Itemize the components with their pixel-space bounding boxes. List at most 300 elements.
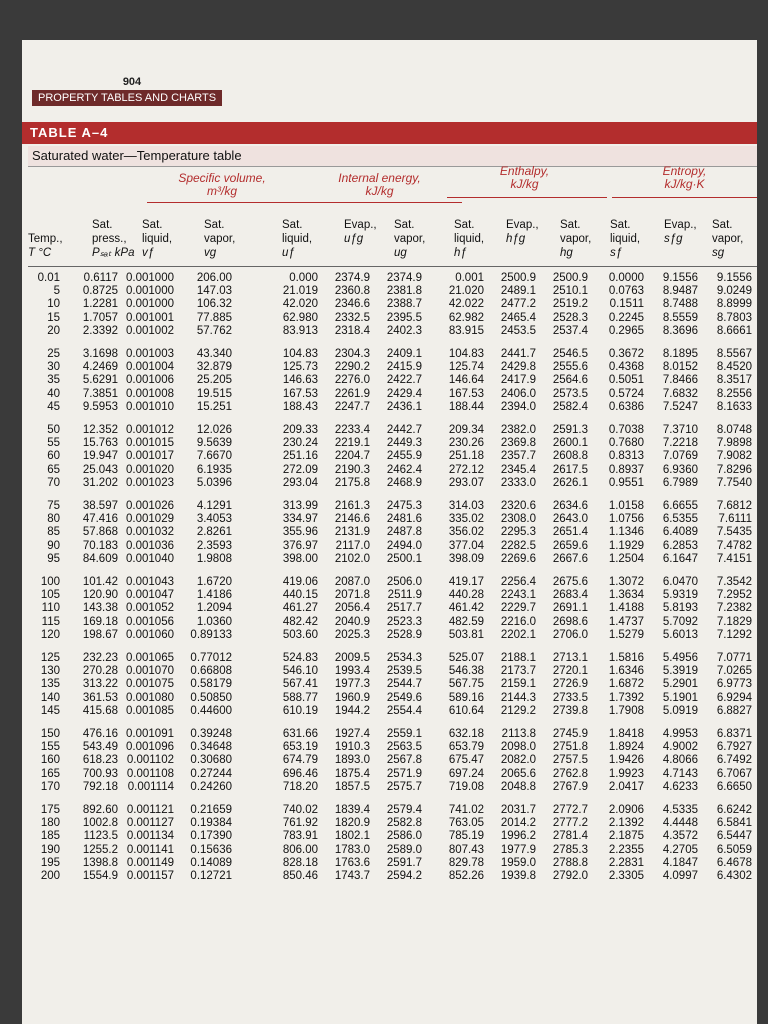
table-cell: 272.09 (282, 463, 318, 476)
column-header-line1: Sat. (92, 219, 113, 231)
table-cell: 2586.0 (386, 830, 422, 843)
column-header-line1: Sat. (282, 219, 303, 231)
group-underline (447, 197, 607, 198)
table-cell: 12.026 (196, 424, 232, 436)
table-row (22, 781, 757, 794)
table-cell: 0.001020 (126, 463, 174, 476)
table-cell: 2579.4 (386, 804, 422, 816)
table-cell: 7.5247 (662, 400, 698, 413)
table-cell: 2442.7 (386, 424, 422, 436)
table-cell: 31.202 (82, 476, 118, 489)
table-label: TABLE A–4 (30, 125, 109, 140)
table-cell: 1.6346 (608, 665, 644, 678)
table-cell: 1.3634 (608, 589, 644, 602)
table-cell: 0.34648 (190, 741, 232, 754)
table-cell: 2146.6 (334, 513, 370, 526)
table-row (22, 705, 757, 718)
table-cell: 2475.3 (386, 500, 422, 512)
table-cell: 1.9426 (608, 754, 644, 767)
table-cell: 2295.3 (500, 526, 536, 539)
table-cell: 120.90 (82, 589, 118, 602)
table-cell: 0.001121 (126, 804, 174, 816)
page-number: 904 (122, 76, 142, 88)
table-cell: 6.1935 (196, 463, 232, 476)
table-cell: 2506.0 (386, 576, 422, 588)
table-cell: 5.0396 (196, 476, 232, 489)
table-cell: 783.91 (282, 830, 318, 843)
table-row (22, 741, 757, 754)
table-cell: 0.001015 (126, 437, 174, 450)
table-cell: 85 (47, 526, 60, 539)
table-cell: 0.001091 (126, 728, 174, 740)
column-header (344, 218, 377, 246)
table-cell: 55 (47, 437, 60, 450)
table-cell: 334.97 (282, 513, 318, 526)
table-cell: 2720.1 (552, 665, 588, 678)
table-cell: 610.19 (282, 704, 318, 717)
table-cell: 0.7038 (608, 424, 644, 436)
table-row (22, 500, 757, 513)
table-cell: 2537.4 (552, 324, 588, 337)
table-cell: 763.05 (448, 817, 484, 830)
table-cell: 4.4448 (662, 817, 698, 830)
table-cell: 83.913 (282, 324, 318, 337)
table-cell: 230.24 (282, 437, 318, 450)
table-cell: 84.609 (82, 552, 118, 565)
table-cell: 1.7057 (82, 311, 118, 324)
table-cell: 4.9953 (662, 728, 698, 740)
column-header (92, 218, 135, 260)
table-row (22, 312, 757, 325)
table-cell: 125.73 (282, 361, 318, 374)
column-header-symbol: hɡ (560, 247, 573, 259)
table-cell: 57.762 (196, 324, 232, 337)
table-cell: 2082.0 (500, 754, 536, 767)
table-cell: 170 (40, 780, 60, 793)
table-cell: 251.18 (448, 450, 484, 463)
table-cell: 610.64 (448, 704, 484, 717)
table-row (22, 374, 757, 387)
table-cell: 30 (47, 361, 60, 374)
table-cell: 674.79 (282, 754, 318, 767)
table-cell: 1802.1 (334, 830, 370, 843)
table-cell: 0.001070 (126, 665, 174, 678)
table-cell: 2429.4 (386, 387, 422, 400)
column-header-line1: Sat. (142, 219, 163, 231)
table-cell: 1.2504 (608, 552, 644, 565)
table-cell: 3.4053 (196, 513, 232, 526)
group-enthalpy (442, 165, 607, 191)
table-cell: 2374.9 (334, 272, 370, 284)
column-header-symbol: vɡ (204, 247, 217, 259)
table-cell: 2014.2 (500, 817, 536, 830)
table-cell: 0.001036 (126, 539, 174, 552)
table-cell: 0.001102 (126, 754, 174, 767)
table-cell: 42.022 (448, 298, 484, 311)
table-cell: 293.07 (448, 476, 484, 489)
table-cell: 2382.0 (500, 424, 536, 436)
table-row (22, 804, 757, 817)
table-cell: 0.001000 (126, 272, 174, 284)
table-cell: 251.16 (282, 450, 318, 463)
table-cell: 0.8313 (608, 450, 644, 463)
table-row (22, 857, 757, 870)
table-cell: 2575.7 (386, 780, 422, 793)
table-cell: 0.39248 (190, 728, 232, 740)
column-header-symbol: hƒ (454, 247, 467, 259)
table-cell: 230.26 (448, 437, 484, 450)
table-cell: 2175.8 (334, 476, 370, 489)
table-cell: 2500.9 (552, 272, 588, 284)
table-cell: 2659.6 (552, 539, 588, 552)
column-header-line2: vapor, (712, 233, 744, 245)
table-cell: 4.1847 (662, 856, 698, 869)
table-cell: 761.92 (282, 817, 318, 830)
table-cell: 2229.7 (500, 602, 536, 615)
table-cell: 7.0771 (716, 652, 752, 664)
table-row (22, 576, 757, 589)
table-cell: 2726.9 (552, 678, 588, 691)
table-cell: 0.3672 (608, 348, 644, 360)
table-cell: 0.001056 (126, 615, 174, 628)
table-cell: 0.24260 (190, 780, 232, 793)
table-cell: 4.6233 (662, 780, 698, 793)
table-cell: 0.001060 (126, 628, 174, 641)
table-cell: 0.001017 (126, 450, 174, 463)
table-cell: 1002.8 (82, 817, 118, 830)
table-row (22, 272, 757, 285)
table-caption: Saturated water—Temperature table (32, 148, 242, 163)
table-cell: 461.27 (282, 602, 318, 615)
column-header-line2: vapor, (560, 233, 592, 245)
table-row (22, 513, 757, 526)
table-cell: 0.0763 (608, 285, 644, 298)
table-cell: 2539.5 (386, 665, 422, 678)
table-cell: 0.001149 (126, 856, 174, 869)
table-cell: 2417.9 (500, 374, 536, 387)
table-cell: 2320.6 (500, 500, 536, 512)
table-cell: 6.4302 (716, 870, 752, 882)
table-cell: 1.0756 (608, 513, 644, 526)
table-cell: 2777.2 (552, 817, 588, 830)
table-cell: 25.205 (196, 374, 232, 387)
table-cell: 740.02 (282, 804, 318, 816)
table-cell: 6.5447 (716, 830, 752, 843)
table-cell: 1.2281 (82, 298, 118, 311)
group-title: Specific volume, (178, 171, 266, 185)
table-cell: 355.96 (282, 526, 318, 539)
table-cell: 7.1829 (716, 615, 752, 628)
table-cell: 2573.5 (552, 387, 588, 400)
table-cell: 0.001026 (126, 500, 174, 512)
table-cell: 150 (40, 728, 60, 740)
table-cell: 1939.8 (500, 870, 536, 882)
table-cell: 697.24 (448, 767, 484, 780)
column-header-symbol: Pₛₐₜ kPa (92, 247, 135, 259)
table-cell: 618.23 (82, 754, 118, 767)
table-cell: 2549.6 (386, 691, 422, 704)
table-cell: 2494.0 (386, 539, 422, 552)
table-cell: 146.63 (282, 374, 318, 387)
table-cell: 2634.6 (552, 500, 588, 512)
table-cell: 6.2853 (662, 539, 698, 552)
table-cell: 2009.5 (334, 652, 370, 664)
table-cell: 6.6655 (662, 500, 698, 512)
table-cell: 2582.8 (386, 817, 422, 830)
table-cell: 2745.9 (552, 728, 588, 740)
table-cell: 0.001141 (126, 843, 174, 856)
table-row (22, 477, 757, 490)
table-cell: 5.4956 (662, 652, 698, 664)
table-cell: 7.2382 (716, 602, 752, 615)
column-header (204, 218, 235, 260)
table-cell: 2332.5 (334, 311, 370, 324)
table-cell: 145 (40, 704, 60, 717)
table-cell: 1910.3 (334, 741, 370, 754)
table-cell: 719.08 (448, 780, 484, 793)
table-cell: 2388.7 (386, 298, 422, 311)
table-cell: 0.001043 (126, 576, 174, 588)
column-header-line1: Sat. (560, 219, 581, 231)
table-cell: 130 (40, 665, 60, 678)
table-cell: 2468.9 (386, 476, 422, 489)
table-cell: 8.1895 (662, 348, 698, 360)
table-cell: 6.6650 (716, 780, 752, 793)
table-cell: 0.001096 (126, 741, 174, 754)
table-cell: 200 (40, 870, 60, 882)
table-cell: 6.0470 (662, 576, 698, 588)
table-cell: 195 (40, 856, 60, 869)
table-cell: 2406.0 (500, 387, 536, 400)
column-header-symbol: hƒɡ (506, 233, 526, 245)
table-cell: 0.001012 (126, 424, 174, 436)
table-cell: 32.879 (196, 361, 232, 374)
table-cell: 2202.1 (500, 628, 536, 641)
table-cell: 2173.7 (500, 665, 536, 678)
table-cell: 70.183 (82, 539, 118, 552)
table-cell: 4.3572 (662, 830, 698, 843)
table-cell: 1857.5 (334, 780, 370, 793)
table-cell: 167.53 (282, 387, 318, 400)
table-row (22, 298, 757, 311)
table-cell: 524.83 (282, 652, 318, 664)
table-cell: 2436.1 (386, 400, 422, 413)
column-header-symbol: sƒɡ (664, 233, 683, 245)
column-header-line1: Sat. (454, 219, 475, 231)
table-cell: 361.53 (82, 691, 118, 704)
table-cell: 6.7989 (662, 476, 698, 489)
table-cell: 9.1556 (662, 272, 698, 284)
table-cell: 0.01 (37, 272, 60, 284)
table-cell: 2188.1 (500, 652, 536, 664)
table-cell: 1.6720 (196, 576, 232, 588)
table-cell: 0.001085 (126, 704, 174, 717)
table-cell: 2345.4 (500, 463, 536, 476)
table-cell: 2102.0 (334, 552, 370, 565)
table-cell: 6.4678 (716, 856, 752, 869)
table-cell: 2.1392 (608, 817, 644, 830)
table-cell: 2594.2 (386, 870, 422, 882)
table-cell: 0.9551 (608, 476, 644, 489)
table-cell: 700.93 (82, 767, 118, 780)
table-cell: 2544.7 (386, 678, 422, 691)
table-cell: 2360.8 (334, 285, 370, 298)
table-cell: 15 (47, 311, 60, 324)
table-cell: 21.020 (448, 285, 484, 298)
table-cell: 232.23 (82, 652, 118, 664)
table-cell: 2346.6 (334, 298, 370, 311)
table-row (22, 540, 757, 553)
table-cell: 828.18 (282, 856, 318, 869)
table-row (22, 553, 757, 566)
table-cell: 190 (40, 843, 60, 856)
group-underline (287, 202, 462, 203)
table-cell: 45 (47, 400, 60, 413)
table-cell: 2333.0 (500, 476, 536, 489)
table-cell: 106.32 (196, 298, 232, 311)
table-cell: 209.33 (282, 424, 318, 436)
table-cell: 1993.4 (334, 665, 370, 678)
table-cell: 7.0265 (716, 665, 752, 678)
table-cell: 143.38 (82, 602, 118, 615)
column-header-symbol: uƒ (282, 247, 295, 259)
table-cell: 546.38 (448, 665, 484, 678)
table-cell: 1763.6 (334, 856, 370, 869)
table-cell: 2031.7 (500, 804, 536, 816)
table-cell: 2.1875 (608, 830, 644, 843)
table-cell: 0.001040 (126, 552, 174, 565)
table-row (22, 437, 757, 450)
table-row (22, 424, 757, 437)
table-cell: 0.5724 (608, 387, 644, 400)
table-cell: 2739.8 (552, 704, 588, 717)
table-cell: 2523.3 (386, 615, 422, 628)
table-cell: 6.5059 (716, 843, 752, 856)
table-cell: 2546.5 (552, 348, 588, 360)
table-cell: 0.50850 (190, 691, 232, 704)
table-cell: 2589.0 (386, 843, 422, 856)
table-cell: 1.0360 (196, 615, 232, 628)
table-cell: 169.18 (82, 615, 118, 628)
table-cell: 2098.0 (500, 741, 536, 754)
table-cell: 7.8466 (662, 374, 698, 387)
table-cell: 8.7803 (716, 311, 752, 324)
table-cell: 2489.1 (500, 285, 536, 298)
table-cell: 7.4782 (716, 539, 752, 552)
table-cell: 2422.7 (386, 374, 422, 387)
table-cell: 50 (47, 424, 60, 436)
table-cell: 0.001108 (126, 767, 174, 780)
table-cell: 10 (47, 298, 60, 311)
table-cell: 40 (47, 387, 60, 400)
table-cell: 6.7492 (716, 754, 752, 767)
table-cell: 2500.9 (500, 272, 536, 284)
table-cell: 35 (47, 374, 60, 387)
table-cell: 2591.7 (386, 856, 422, 869)
table-cell: 0.000 (289, 272, 318, 284)
table-cell: 6.8827 (716, 704, 752, 717)
table-cell: 1893.0 (334, 754, 370, 767)
table-cell: 588.77 (282, 691, 318, 704)
table-cell: 0.001065 (126, 652, 174, 664)
table-cell: 19.947 (82, 450, 118, 463)
table-cell: 5.6013 (662, 628, 698, 641)
textbook-page (22, 40, 757, 1024)
table-cell: 2374.9 (386, 272, 422, 284)
table-cell: 2318.4 (334, 324, 370, 337)
group-title: Entropy, (662, 164, 707, 178)
table-row (22, 589, 757, 602)
table-cell: 70 (47, 476, 60, 489)
table-cell: 4.5335 (662, 804, 698, 816)
table-row (22, 870, 757, 883)
table-cell: 1839.4 (334, 804, 370, 816)
table-cell: 1.2094 (196, 602, 232, 615)
table-cell: 5.3919 (662, 665, 698, 678)
table-cell: 7.0769 (662, 450, 698, 463)
table-cell: 90 (47, 539, 60, 552)
table-caption-bar (28, 146, 757, 167)
table-cell: 7.2218 (662, 437, 698, 450)
table-cell: 188.43 (282, 400, 318, 413)
column-header-line2: press., (92, 233, 127, 245)
table-cell: 83.915 (448, 324, 484, 337)
table-cell: 0.2965 (608, 324, 644, 337)
table-cell: 6.9773 (716, 678, 752, 691)
table-cell: 0.001029 (126, 513, 174, 526)
table-cell: 546.10 (282, 665, 318, 678)
table-cell: 476.16 (82, 728, 118, 740)
table-cell: 4.1291 (196, 500, 232, 512)
table-cell: 2792.0 (552, 870, 588, 882)
table-row (22, 450, 757, 463)
column-header-line2: liquid, (454, 233, 485, 245)
table-cell: 2617.5 (552, 463, 588, 476)
table-cell: 398.09 (448, 552, 484, 565)
table-cell: 7.6832 (662, 387, 698, 400)
table-cell: 0.8725 (82, 285, 118, 298)
table-cell: 2308.0 (500, 513, 536, 526)
column-header-line1: Sat. (394, 219, 415, 231)
column-header-symbol: vƒ (142, 247, 155, 259)
table-cell: 9.0249 (716, 285, 752, 298)
table-cell: 62.980 (282, 311, 318, 324)
table-cell: 4.2469 (82, 361, 118, 374)
table-cell: 0.001001 (126, 311, 174, 324)
table-cell: 5.2901 (662, 678, 698, 691)
table-cell: 7.7540 (716, 476, 752, 489)
table-cell: 160 (40, 754, 60, 767)
table-cell: 2698.6 (552, 615, 588, 628)
table-cell: 2453.5 (500, 324, 536, 337)
table-cell: 0.5051 (608, 374, 644, 387)
table-row (22, 616, 757, 629)
table-cell: 7.5435 (716, 526, 752, 539)
table-cell: 47.416 (82, 513, 118, 526)
table-row (22, 401, 757, 414)
table-cell: 0.001002 (126, 324, 174, 337)
table-cell: 125 (40, 652, 60, 664)
table-cell: 1977.3 (334, 678, 370, 691)
table-cell: 1.9923 (608, 767, 644, 780)
table-cell: 2683.4 (552, 589, 588, 602)
table-cell: 2462.4 (386, 463, 422, 476)
table-cell: 105 (40, 589, 60, 602)
table-row (22, 388, 757, 401)
table-cell: 2762.8 (552, 767, 588, 780)
table-cell: 0.14089 (190, 856, 232, 869)
table-cell: 206.00 (196, 272, 232, 284)
